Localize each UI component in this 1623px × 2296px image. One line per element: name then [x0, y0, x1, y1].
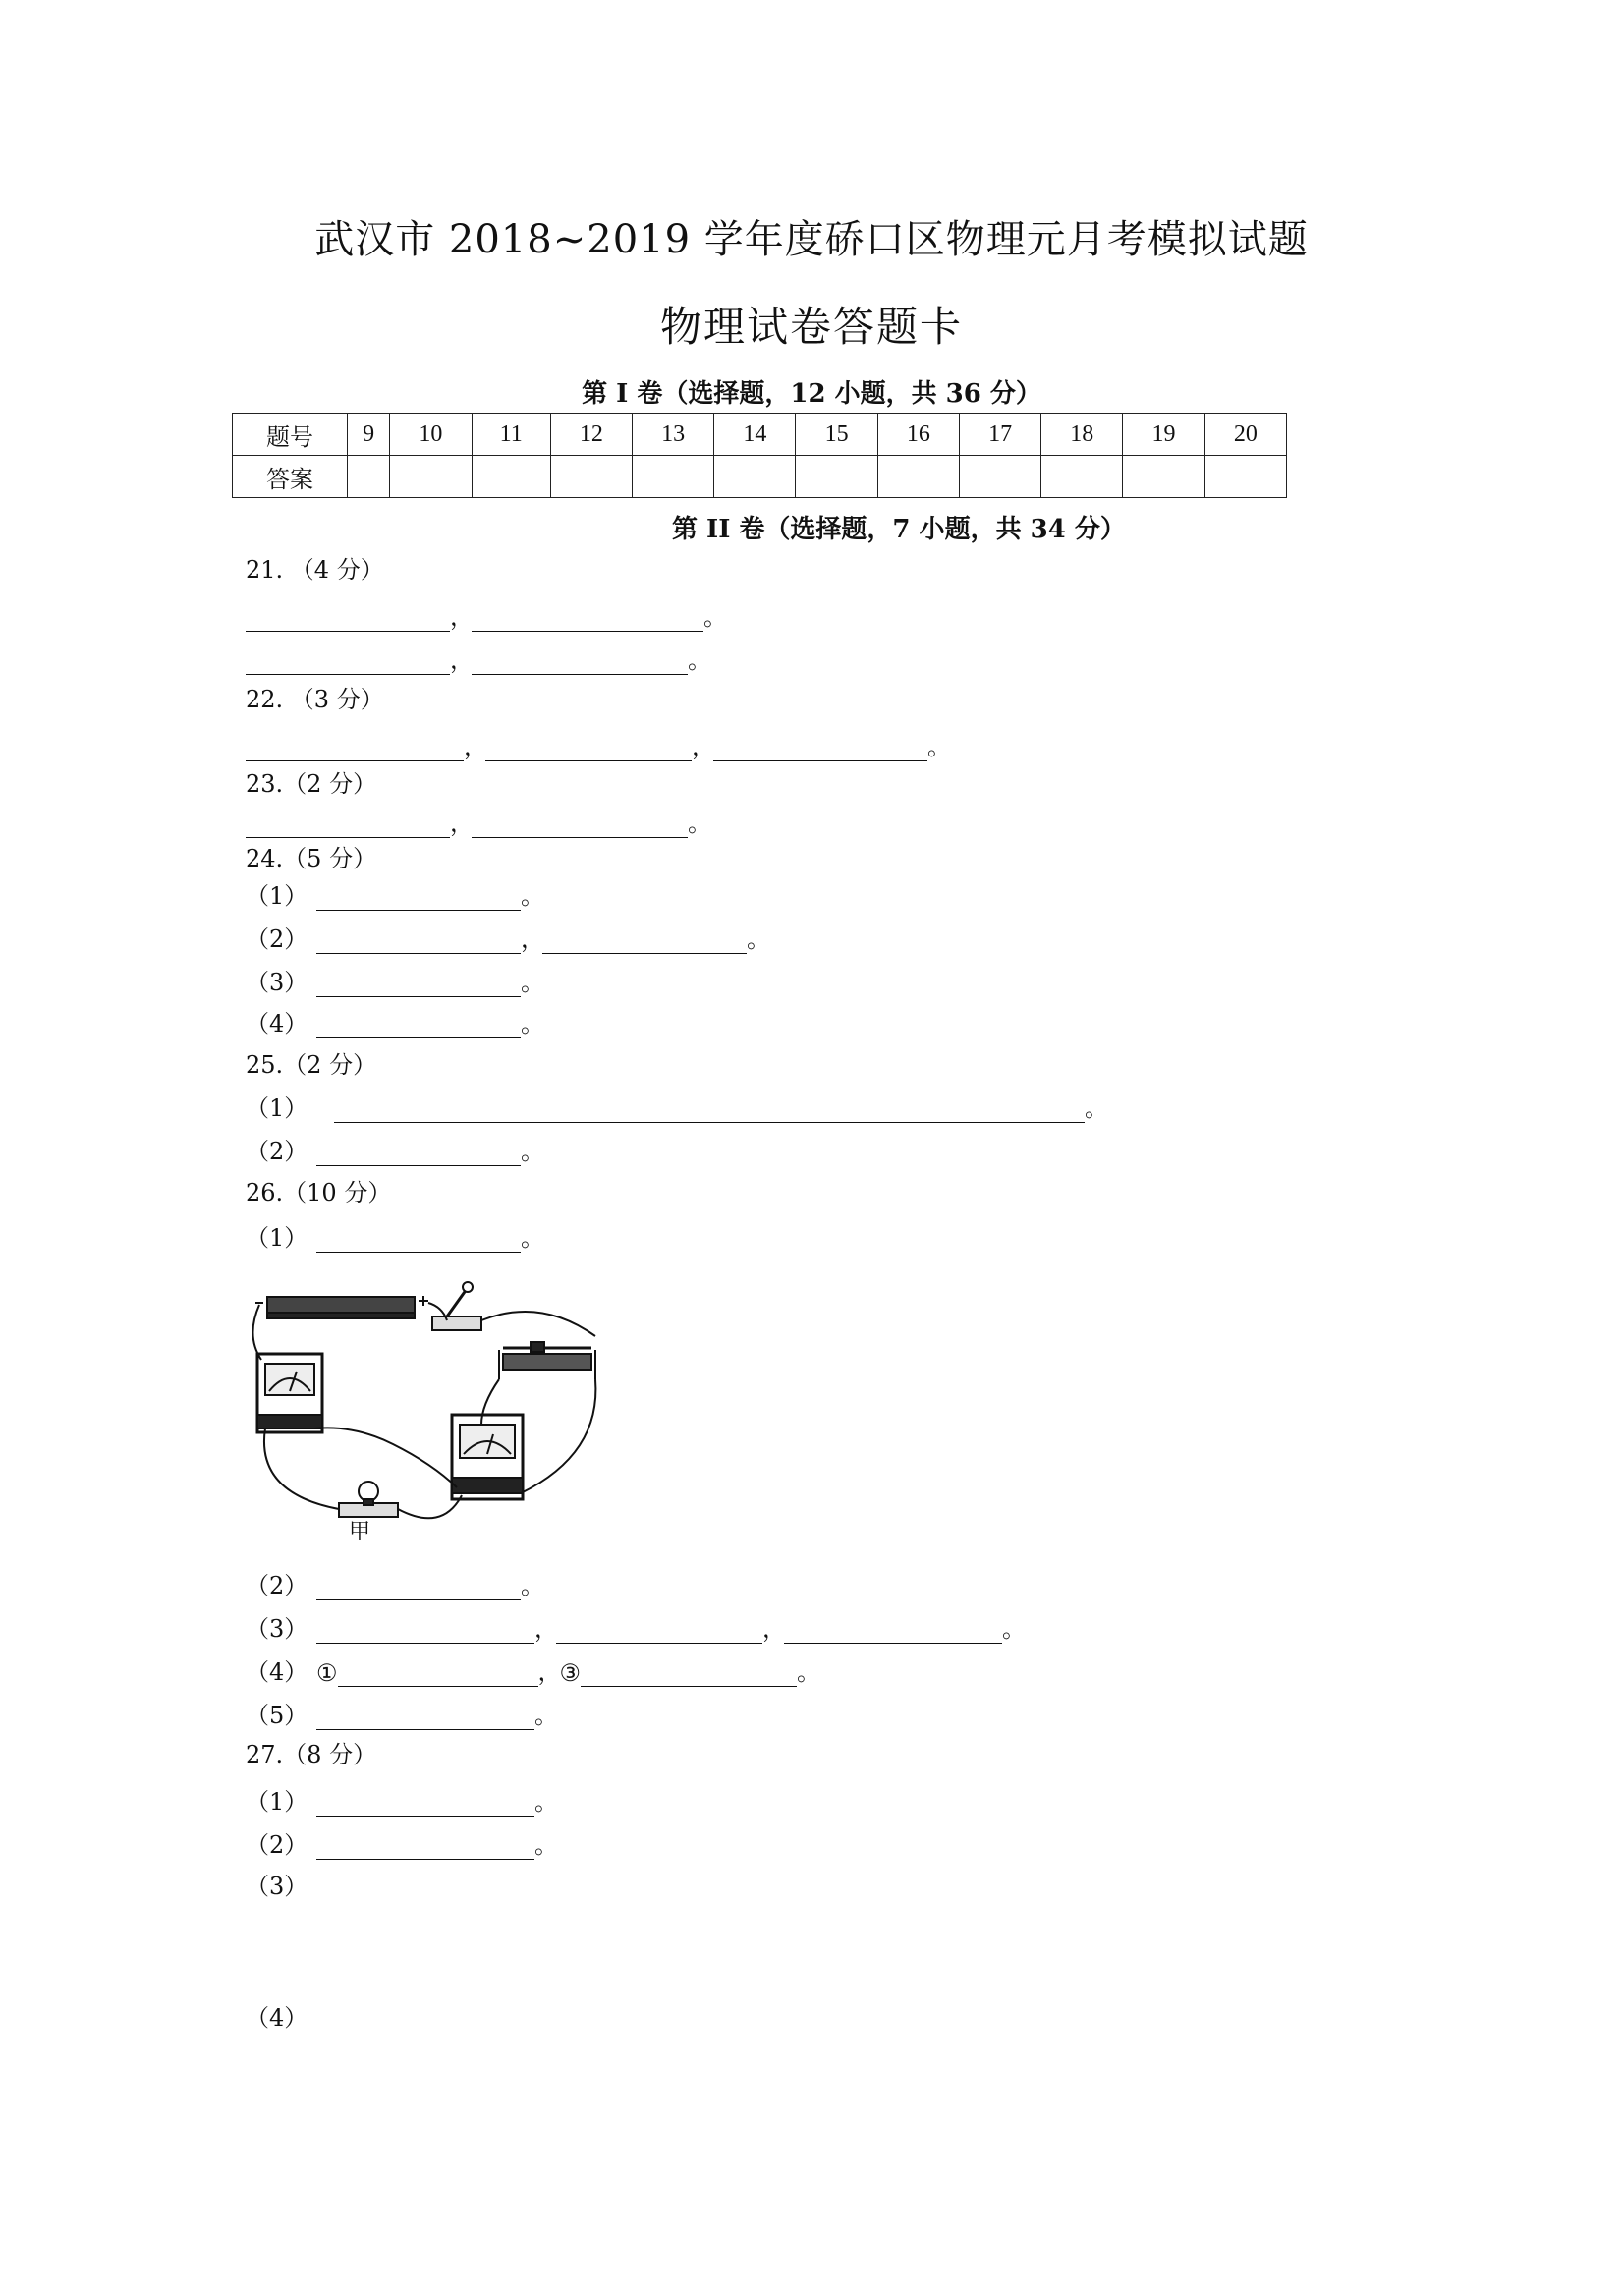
part-label: （2）	[246, 925, 308, 953]
qnum-13: 13	[633, 414, 714, 456]
part-label: （2）	[246, 1831, 308, 1859]
period: 。	[534, 1831, 558, 1859]
period: 。	[797, 1658, 821, 1686]
answer-blank[interactable]	[246, 735, 464, 761]
q26-part-5	[246, 1696, 556, 1730]
part-label: （4）	[246, 2004, 308, 2032]
q21-line-2	[246, 641, 709, 675]
answer-blank[interactable]	[556, 1617, 762, 1644]
figure-caption: 甲	[349, 1520, 371, 1542]
bulb-icon	[339, 1482, 398, 1517]
part-label: （4）	[246, 1658, 308, 1686]
period: 。	[688, 646, 711, 674]
period: 。	[521, 1572, 544, 1599]
answer-cell[interactable]	[348, 456, 390, 498]
question-number-row	[233, 414, 1287, 456]
q23-heading: 23.（2 分）	[246, 770, 377, 798]
period: 。	[534, 1788, 558, 1816]
q22-line-1	[246, 727, 949, 761]
part-label: （2）	[246, 1138, 308, 1165]
part-label: （3）	[246, 969, 308, 996]
qnum-16: 16	[877, 414, 959, 456]
period: 。	[1085, 1094, 1108, 1122]
part-label: （3）	[246, 1615, 308, 1643]
period: 。	[534, 1702, 558, 1729]
answer-cell[interactable]	[714, 456, 796, 498]
answer-cell[interactable]	[472, 456, 550, 498]
answer-grid	[232, 413, 1287, 498]
period: 。	[521, 1224, 544, 1252]
qnum-12: 12	[550, 414, 632, 456]
period: 。	[688, 810, 711, 837]
period: 。	[521, 1138, 544, 1165]
answer-cell[interactable]	[877, 456, 959, 498]
part-label: （1）	[246, 882, 308, 910]
comma: ，	[762, 1615, 786, 1643]
answer-blank[interactable]	[246, 648, 450, 675]
answer-cell[interactable]	[390, 456, 472, 498]
answer-blank[interactable]	[542, 927, 747, 954]
part-label: （1）	[246, 1094, 308, 1122]
switch-icon	[432, 1282, 481, 1330]
section-1-heading: 第 I 卷（选择题，12 小题，共 36 分）	[582, 379, 1041, 409]
qnum-20: 20	[1204, 414, 1286, 456]
circled-one: ①	[316, 1659, 338, 1687]
answer-blank[interactable]	[581, 1660, 797, 1687]
answer-blank[interactable]	[246, 812, 450, 838]
circled-three: ③	[559, 1659, 582, 1687]
q24-part-1	[246, 876, 542, 911]
q22-heading: 22. （3 分）	[246, 686, 384, 713]
q27-part-1	[246, 1782, 556, 1817]
answer-row	[233, 456, 1287, 498]
answer-blank[interactable]	[316, 1574, 521, 1600]
comma: ，	[464, 733, 487, 760]
voltmeter-icon	[452, 1415, 523, 1499]
period: 。	[521, 1010, 544, 1037]
qnum-11: 11	[472, 414, 550, 456]
comma: ，	[534, 1615, 558, 1643]
part-label: （1）	[246, 1224, 308, 1252]
part-label: （3）	[246, 1873, 308, 1900]
period: 。	[927, 733, 951, 760]
period: 。	[521, 969, 544, 996]
rheostat-icon	[499, 1342, 595, 1379]
qnum-19: 19	[1123, 414, 1204, 456]
answer-blank[interactable]	[472, 605, 703, 632]
period: 。	[1002, 1615, 1026, 1643]
period: 。	[747, 925, 770, 953]
q26-part-2	[246, 1566, 542, 1600]
comma: ，	[521, 925, 544, 953]
answer-blank[interactable]	[316, 971, 521, 997]
answer-cell[interactable]	[550, 456, 632, 498]
answer-blank[interactable]	[316, 1704, 534, 1730]
comma: ，	[537, 1658, 562, 1686]
answer-cell[interactable]	[1204, 456, 1286, 498]
q25-part-2	[246, 1132, 542, 1166]
answer-blank[interactable]	[338, 1660, 538, 1687]
answer-blank[interactable]	[316, 1140, 521, 1166]
q23-line-1	[246, 804, 709, 838]
section-2-heading: 第 II 卷（选择题，7 小题，共 34 分）	[672, 515, 1126, 544]
answer-cell[interactable]	[959, 456, 1040, 498]
row-label-number: 题号	[233, 414, 348, 456]
circuit-diagram	[246, 1277, 619, 1542]
q21-heading: 21. （4 分）	[246, 556, 384, 584]
part-label: （5）	[246, 1702, 308, 1729]
q27-heading: 27.（8 分）	[246, 1741, 377, 1768]
part-label: （1）	[246, 1788, 308, 1816]
exam-title: 武汉市 2018~2019 学年度硚口区物理元月考模拟试题	[314, 217, 1309, 262]
period: 。	[703, 603, 727, 631]
answer-blank[interactable]	[316, 1790, 534, 1817]
qnum-14: 14	[714, 414, 796, 456]
answer-cell[interactable]	[633, 456, 714, 498]
q26-part-3	[246, 1609, 1024, 1644]
battery-icon	[255, 1296, 428, 1318]
answer-blank[interactable]	[316, 1833, 534, 1860]
answer-cell[interactable]	[1123, 456, 1204, 498]
q24-part-4	[246, 1004, 542, 1038]
q24-heading: 24.（5 分）	[246, 845, 377, 872]
qnum-18: 18	[1041, 414, 1123, 456]
q25-heading: 25.（2 分）	[246, 1051, 377, 1079]
answer-blank[interactable]	[784, 1617, 1002, 1644]
q24-part-3	[246, 963, 542, 997]
comma: ，	[450, 646, 474, 674]
part-label: （4）	[246, 1010, 308, 1037]
answer-blank[interactable]	[246, 605, 450, 632]
qnum-9: 9	[348, 414, 390, 456]
answer-sheet-title: 物理试卷答题卡	[659, 303, 963, 351]
q27-part-4	[246, 1998, 316, 2033]
q27-part-2	[246, 1825, 556, 1860]
q25-part-1	[246, 1089, 1106, 1123]
q21-line-1	[246, 597, 725, 632]
row-label-answer: 答案	[233, 456, 348, 498]
ammeter-icon	[257, 1354, 322, 1432]
q26-part-4	[246, 1652, 821, 1687]
answer-cell[interactable]	[1041, 456, 1123, 498]
answer-blank[interactable]	[316, 1012, 521, 1038]
comma: ，	[692, 733, 715, 760]
answer-blank[interactable]	[334, 1096, 1085, 1123]
answer-blank[interactable]	[472, 812, 688, 838]
q27-part-3	[246, 1867, 316, 1901]
answer-blank[interactable]	[316, 1226, 521, 1253]
q26-heading: 26.（10 分）	[246, 1179, 392, 1206]
answer-blank[interactable]	[485, 735, 692, 761]
qnum-15: 15	[796, 414, 877, 456]
period: 。	[521, 882, 544, 910]
answer-blank[interactable]	[316, 884, 521, 911]
q24-part-2	[246, 920, 768, 954]
comma: ，	[450, 810, 474, 837]
qnum-10: 10	[390, 414, 472, 456]
comma: ，	[450, 603, 474, 631]
answer-blank[interactable]	[316, 1617, 534, 1644]
answer-cell[interactable]	[796, 456, 877, 498]
qnum-17: 17	[959, 414, 1040, 456]
answer-blank[interactable]	[472, 648, 688, 675]
part-label: （2）	[246, 1572, 308, 1599]
q26-part-1	[246, 1218, 542, 1253]
answer-blank[interactable]	[316, 927, 521, 954]
answer-blank[interactable]	[713, 735, 927, 761]
